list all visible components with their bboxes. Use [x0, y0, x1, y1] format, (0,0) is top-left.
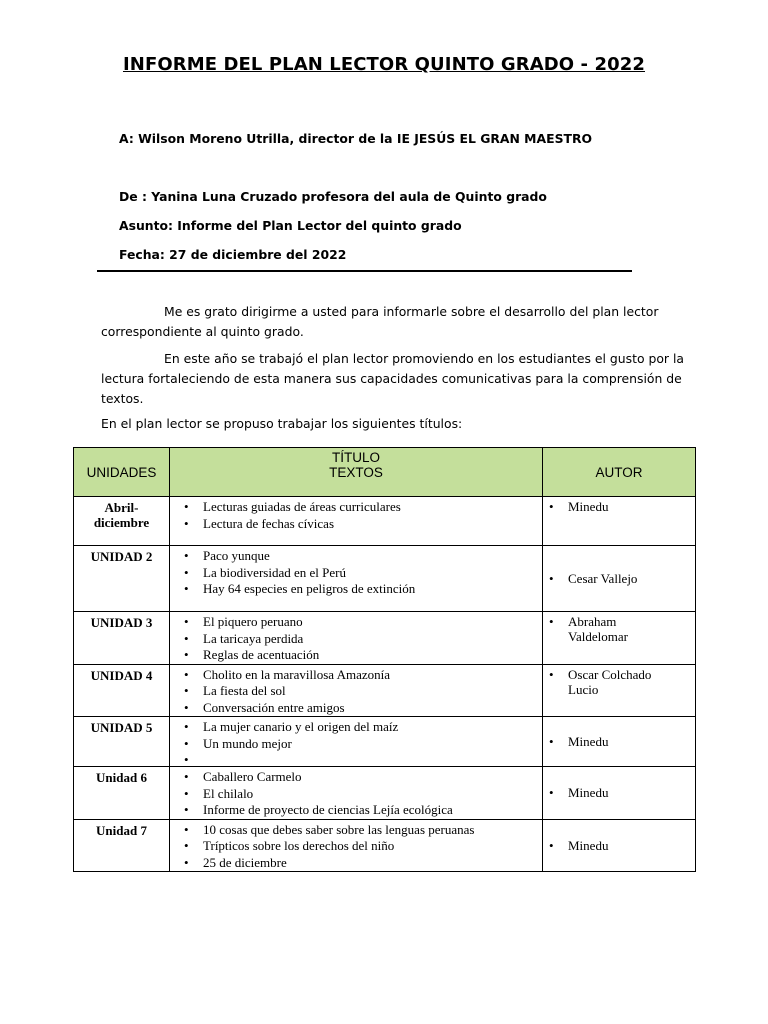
- list-item: • Trípticos sobre los derechos del niño: [184, 838, 395, 853]
- author-cell: • Cesar Vallejo: [543, 546, 696, 612]
- list-item: • Cholito en la maravillosa Amazonía: [184, 666, 391, 682]
- list-item: • La biodiversidad en el Perú: [184, 564, 346, 580]
- unit-cell: Unidad 6: [74, 767, 170, 820]
- table-row: [74, 546, 696, 612]
- subject-line: Asunto: Informe del Plan Lector del quinto grado: [119, 218, 462, 233]
- paragraph-lead: En el plan lector se propuso trabajar los siguientes títulos:: [101, 416, 463, 431]
- list-item: • La taricaya perdida: [184, 630, 304, 646]
- unit-cell: Unidad 7: [74, 819, 170, 872]
- table-row: [74, 612, 696, 665]
- list-item: • Conversación entre amigos: [184, 699, 345, 715]
- table-header-row: [74, 448, 696, 497]
- author-cell: • Minedu: [543, 497, 696, 546]
- list-item: • Informe de proyecto de ciencias Lejía ecológica: [184, 802, 453, 817]
- paragraph-description: En este año se trabajó el plan lector promoviendo en los estudiantes el gusto por la lectura fortaleciendo de esta manera sus capacidades comunicativas para la comprensión de textos.: [101, 351, 684, 406]
- date-line: Fecha: 27 de diciembre del 2022: [119, 247, 347, 262]
- author-cell: • Abraham Valdelomar: [543, 612, 696, 665]
- header-author: AUTOR: [543, 448, 696, 497]
- header-divider: [97, 270, 632, 272]
- header-title-line1: TÍTULO: [331, 450, 380, 465]
- list-item: • La mujer canario y el origen del maíz: [184, 719, 399, 734]
- author-cell: • Minedu: [543, 767, 696, 820]
- report-title: INFORME DEL PLAN LECTOR QUINTO GRADO - 2022: [122, 54, 645, 75]
- list-item: • 10 cosas que debes saber sobre las lenguas peruanas: [184, 821, 475, 837]
- list-item: • Reglas de acentuación: [184, 647, 320, 662]
- list-item: • Lectura de fechas cívicas: [184, 515, 335, 531]
- list-item: • El piquero peruano: [184, 614, 303, 629]
- list-item: • Un mundo mejor: [184, 735, 292, 751]
- unit-cell: UNIDAD 2: [74, 546, 170, 612]
- titles-cell: • La mujer canario y el origen del maíz • Un mundo mejor •: [170, 717, 543, 767]
- reading-plan-table: [73, 447, 696, 872]
- paragraph-intro: Me es grato dirigirme a usted para informarle sobre el desarrollo del plan lector correspondiente al quinto grado.: [101, 304, 659, 339]
- list-item: • La fiesta del sol: [184, 683, 286, 698]
- unit-cell: UNIDAD 5: [74, 717, 170, 767]
- unit-cell: UNIDAD 3: [74, 612, 170, 665]
- author-cell: • Minedu: [543, 717, 696, 767]
- list-item: • El chilalo: [184, 785, 254, 801]
- titles-cell: [170, 767, 543, 820]
- list-item: • Paco yunque: [184, 548, 270, 563]
- table-row: [74, 664, 696, 717]
- table-row: [74, 767, 696, 820]
- header-title: [170, 448, 543, 497]
- list-item: • Hay 64 especies en peligros de extinción: [184, 581, 416, 596]
- list-item: • Caballero Carmelo: [184, 769, 302, 784]
- recipient-line: A: Wilson Moreno Utrilla, director de la IE JESÚS EL GRAN MAESTRO: [119, 131, 593, 146]
- table-row: [74, 497, 696, 546]
- unit-cell: UNIDAD 4: [74, 664, 170, 717]
- table-row: [74, 717, 696, 767]
- sender-line: De : Yanina Luna Cruzado profesora del aula de Quinto grado: [119, 189, 547, 204]
- titles-cell: [170, 612, 543, 665]
- header-units: UNIDADES: [74, 448, 170, 497]
- table-row: [74, 819, 696, 872]
- author-cell: • Oscar Colchado Lucio: [543, 664, 696, 717]
- unit-cell: Abril- diciembre: [74, 497, 170, 546]
- titles-cell: [170, 497, 543, 546]
- list-item: • 25 de diciembre: [184, 854, 287, 870]
- list-item: • Lecturas guiadas de áreas curriculares: [184, 499, 401, 514]
- titles-cell: [170, 819, 543, 872]
- header-title-line2: TEXTOS: [329, 465, 383, 480]
- titles-cell: [170, 546, 543, 612]
- titles-cell: [170, 664, 543, 717]
- author-cell: • Minedu: [543, 819, 696, 872]
